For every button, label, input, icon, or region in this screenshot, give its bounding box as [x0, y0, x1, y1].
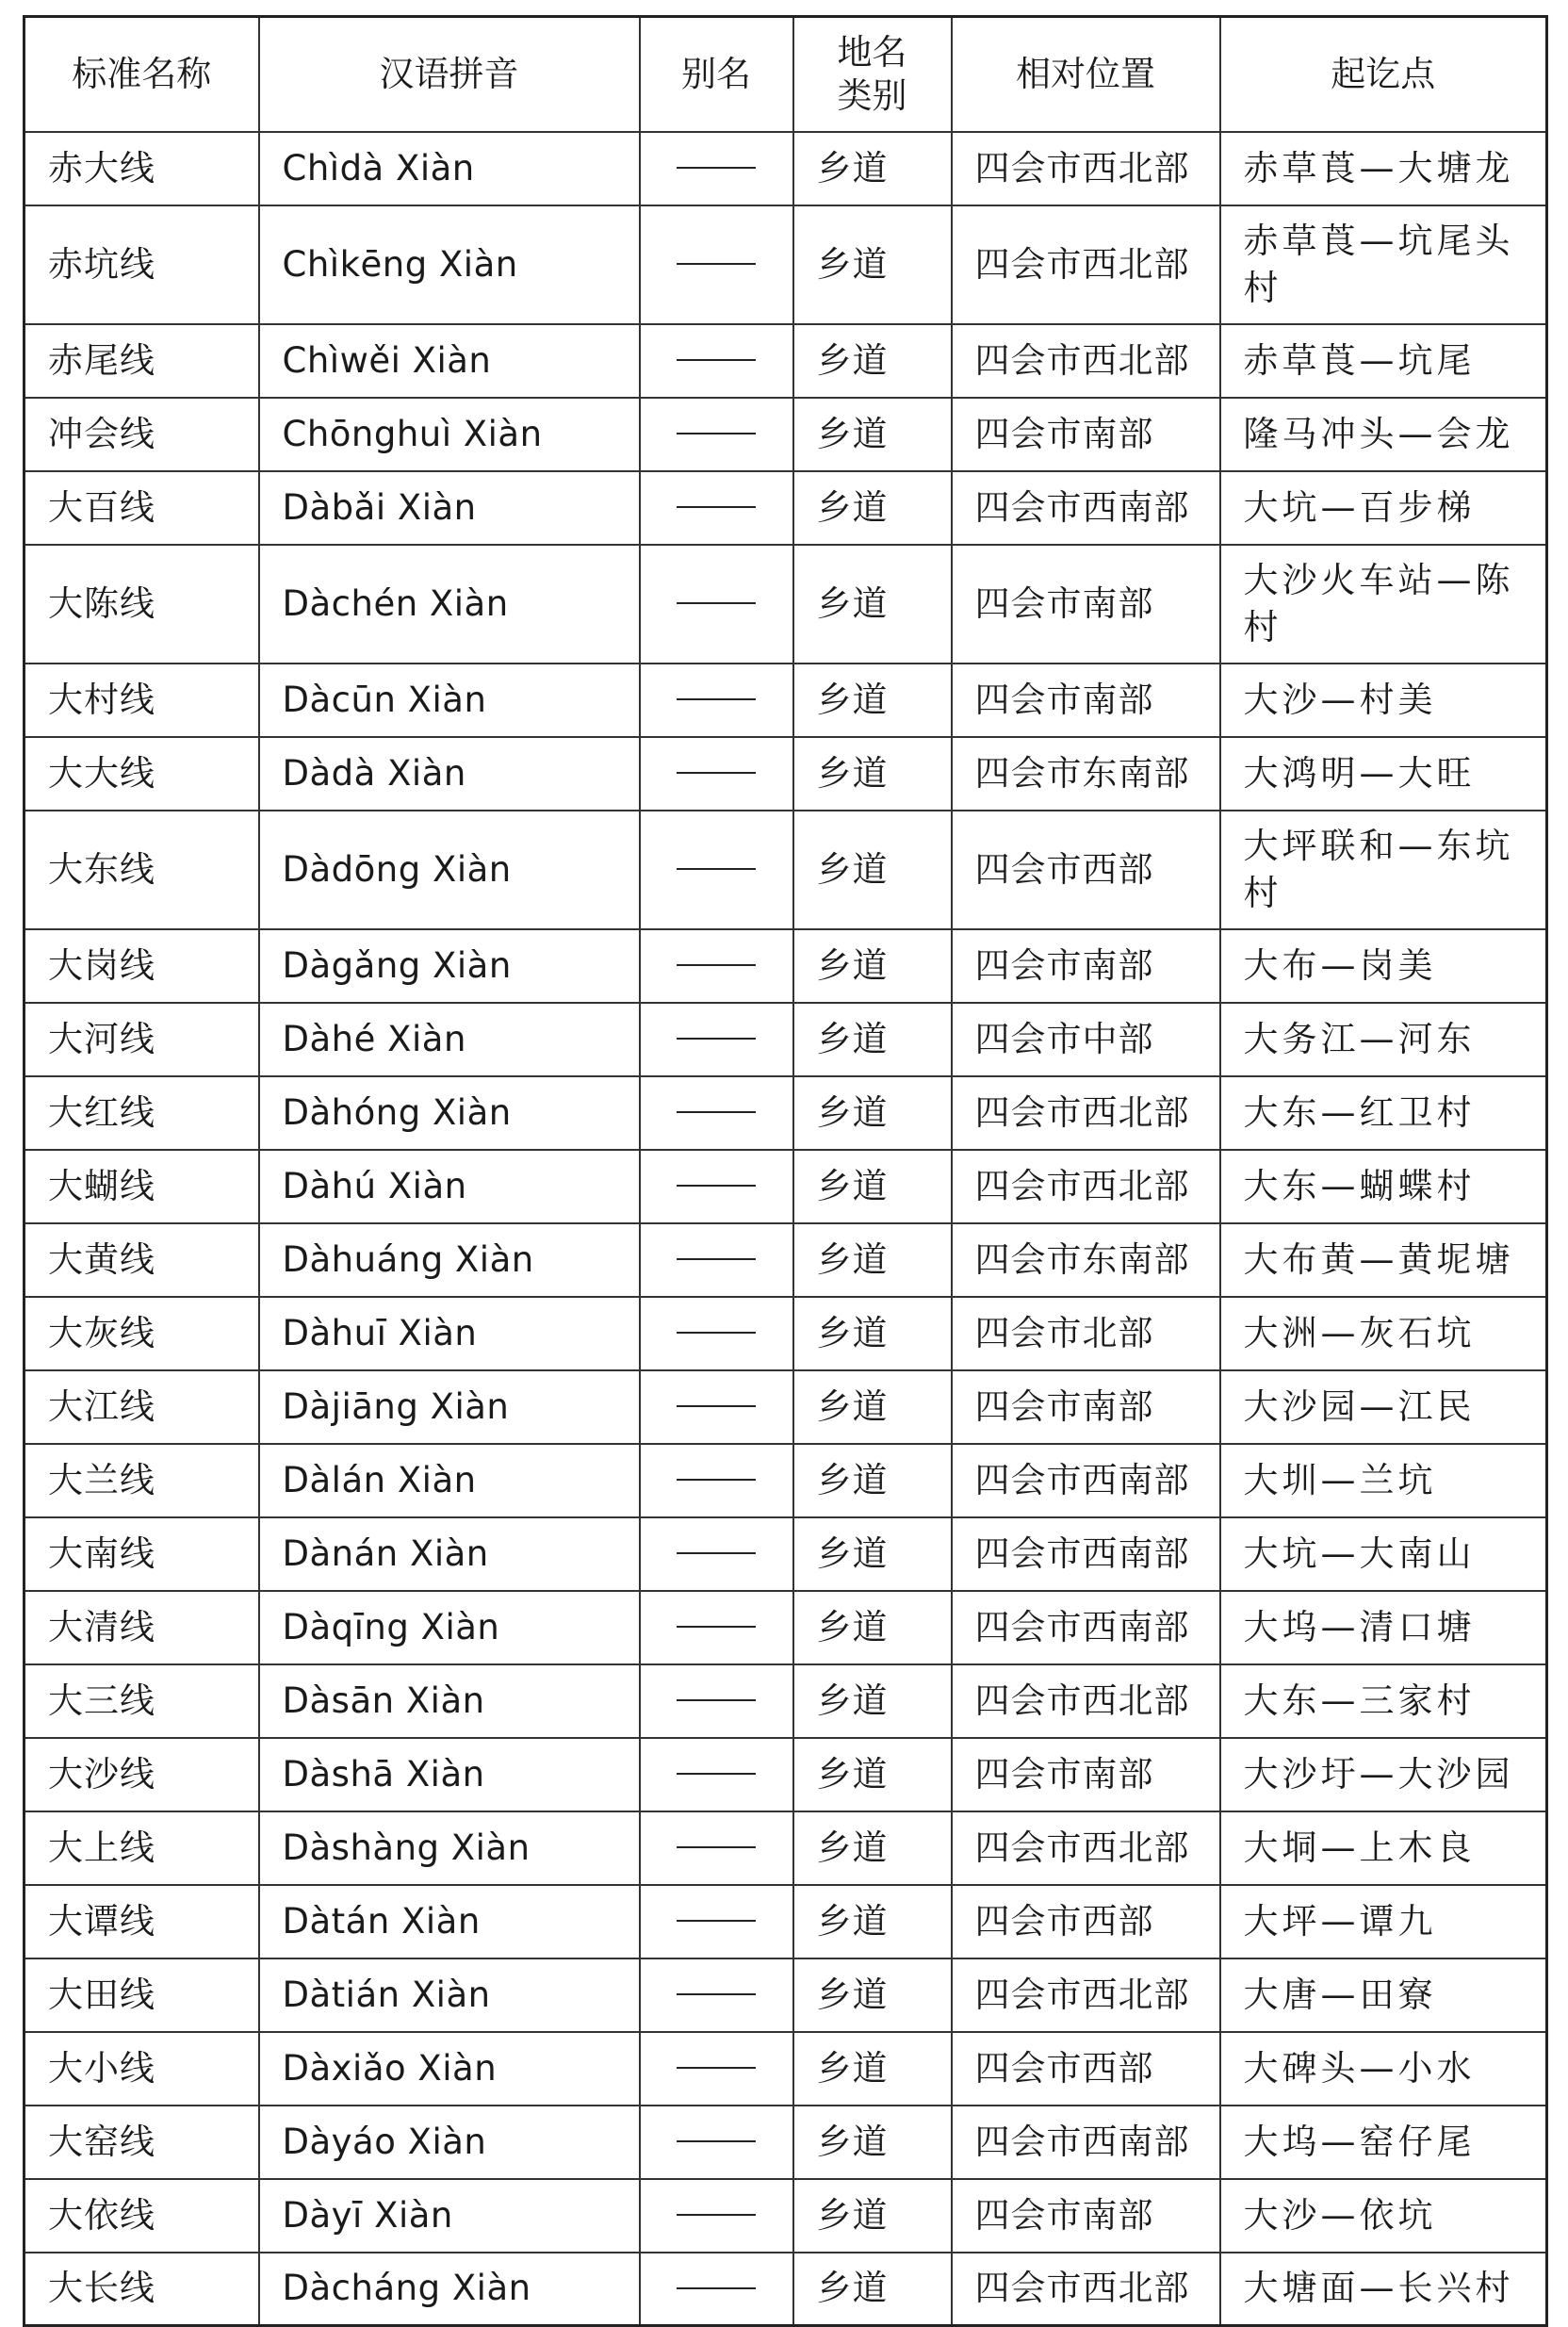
cell-category: 乡道: [793, 664, 952, 737]
cell-relative-position: 四会市西南部: [952, 1444, 1220, 1517]
cell-category: 乡道: [793, 1811, 952, 1885]
cell-pinyin: Dàchén Xiàn: [259, 545, 640, 664]
table-row: [24, 737, 1547, 811]
cell-relative-position: 四会市西南部: [952, 1517, 1220, 1591]
header-start-end: 起讫点: [1220, 17, 1547, 132]
gazetteer-table-page: [23, 15, 1545, 2311]
cell-start-end: 大东—红卫村: [1220, 1076, 1547, 1150]
cell-alias: [640, 1076, 793, 1150]
table-row: [24, 1003, 1547, 1076]
table-row: [24, 471, 1547, 545]
cell-standard-name: 大兰线: [24, 1444, 259, 1517]
cell-pinyin: Dàdà Xiàn: [259, 737, 640, 811]
alias-dash: [677, 964, 756, 966]
cell-pinyin: Dàdōng Xiàn: [259, 811, 640, 929]
cell-category: 乡道: [793, 1958, 952, 2032]
cell-category: 乡道: [793, 1591, 952, 1664]
cell-start-end: 大坞—清口塘: [1220, 1591, 1547, 1664]
table-row: [24, 811, 1547, 929]
alias-dash: [677, 2287, 756, 2289]
cell-alias: [640, 1738, 793, 1811]
cell-start-end: 大塘面—长兴村: [1220, 2253, 1547, 2326]
cell-alias: [640, 1885, 793, 1958]
cell-alias: [640, 1150, 793, 1223]
cell-category: 乡道: [793, 1885, 952, 1958]
cell-standard-name: 大岗线: [24, 929, 259, 1003]
header-category: [793, 17, 952, 132]
cell-alias: [640, 2032, 793, 2106]
cell-relative-position: 四会市西南部: [952, 1591, 1220, 1664]
table-row: [24, 1738, 1547, 1811]
cell-standard-name: 大大线: [24, 737, 259, 811]
table-header: [24, 17, 1547, 132]
table-row: [24, 1444, 1547, 1517]
cell-start-end: 大沙火车站—陈村: [1220, 545, 1547, 664]
table-row: [24, 398, 1547, 471]
cell-pinyin: Dàshā Xiàn: [259, 1738, 640, 1811]
cell-alias: [640, 811, 793, 929]
cell-alias: [640, 2253, 793, 2326]
cell-relative-position: 四会市南部: [952, 398, 1220, 471]
cell-standard-name: 大窑线: [24, 2106, 259, 2179]
alias-dash: [677, 1185, 756, 1187]
cell-category: 乡道: [793, 1664, 952, 1738]
cell-category: 乡道: [793, 2106, 952, 2179]
cell-start-end: 大唐—田寮: [1220, 1958, 1547, 2032]
cell-standard-name: 大百线: [24, 471, 259, 545]
alias-dash: [677, 698, 756, 700]
cell-start-end: 大坪联和—东坑村: [1220, 811, 1547, 929]
table-row: [24, 545, 1547, 664]
header-relative-position: 相对位置: [952, 17, 1220, 132]
cell-start-end: 大坪—谭九: [1220, 1885, 1547, 1958]
cell-standard-name: 赤尾线: [24, 324, 259, 398]
cell-pinyin: Dàyī Xiàn: [259, 2179, 640, 2253]
cell-category: 乡道: [793, 929, 952, 1003]
cell-pinyin: Dàyáo Xiàn: [259, 2106, 640, 2179]
alias-dash: [677, 263, 756, 265]
alias-dash: [677, 2214, 756, 2216]
table-row: [24, 205, 1547, 324]
cell-alias: [640, 1223, 793, 1297]
cell-pinyin: Chōnghuì Xiàn: [259, 398, 640, 471]
cell-alias: [640, 1591, 793, 1664]
cell-alias: [640, 1003, 793, 1076]
alias-dash: [677, 1479, 756, 1481]
cell-category: 乡道: [793, 545, 952, 664]
cell-category: 乡道: [793, 471, 952, 545]
table-row: [24, 1811, 1547, 1885]
cell-pinyin: Dàcūn Xiàn: [259, 664, 640, 737]
cell-category: 乡道: [793, 1076, 952, 1150]
cell-pinyin: Dàcháng Xiàn: [259, 2253, 640, 2326]
cell-relative-position: 四会市西南部: [952, 2106, 1220, 2179]
alias-dash: [677, 1993, 756, 1995]
cell-category: 乡道: [793, 398, 952, 471]
cell-standard-name: 大田线: [24, 1958, 259, 2032]
cell-category: 乡道: [793, 2179, 952, 2253]
table-row: [24, 1223, 1547, 1297]
cell-standard-name: 大东线: [24, 811, 259, 929]
cell-relative-position: 四会市东南部: [952, 737, 1220, 811]
cell-standard-name: 赤大线: [24, 132, 259, 205]
alias-dash: [677, 1773, 756, 1775]
cell-relative-position: 四会市南部: [952, 1738, 1220, 1811]
cell-relative-position: 四会市南部: [952, 664, 1220, 737]
cell-relative-position: 四会市南部: [952, 2179, 1220, 2253]
cell-start-end: 大布—岗美: [1220, 929, 1547, 1003]
cell-start-end: 大沙圩—大沙园: [1220, 1738, 1547, 1811]
table-row: [24, 2179, 1547, 2253]
cell-standard-name: 大陈线: [24, 545, 259, 664]
table-row: [24, 1885, 1547, 1958]
cell-alias: [640, 471, 793, 545]
cell-start-end: 大沙园—江民: [1220, 1370, 1547, 1444]
cell-relative-position: 四会市西北部: [952, 1811, 1220, 1885]
cell-alias: [640, 1958, 793, 2032]
cell-standard-name: 大河线: [24, 1003, 259, 1076]
cell-relative-position: 四会市南部: [952, 1370, 1220, 1444]
cell-category: 乡道: [793, 1738, 952, 1811]
cell-alias: [640, 1664, 793, 1738]
alias-dash: [677, 1111, 756, 1113]
cell-category: 乡道: [793, 811, 952, 929]
alias-dash: [677, 1038, 756, 1040]
cell-alias: [640, 2106, 793, 2179]
cell-relative-position: 四会市中部: [952, 1003, 1220, 1076]
alias-dash: [677, 602, 756, 604]
cell-category: 乡道: [793, 132, 952, 205]
table-row: [24, 1958, 1547, 2032]
cell-relative-position: 四会市西北部: [952, 1150, 1220, 1223]
cell-standard-name: 大沙线: [24, 1738, 259, 1811]
alias-dash: [677, 1846, 756, 1848]
cell-alias: [640, 132, 793, 205]
alias-dash: [677, 359, 756, 361]
cell-pinyin: Chìwěi Xiàn: [259, 324, 640, 398]
cell-standard-name: 冲会线: [24, 398, 259, 471]
cell-relative-position: 四会市西南部: [952, 471, 1220, 545]
header-alias: 别名: [640, 17, 793, 132]
cell-category: 乡道: [793, 1223, 952, 1297]
cell-alias: [640, 324, 793, 398]
cell-alias: [640, 1370, 793, 1444]
cell-relative-position: 四会市南部: [952, 545, 1220, 664]
cell-start-end: 赤草莨—坑尾头村: [1220, 205, 1547, 324]
cell-pinyin: Dàhóng Xiàn: [259, 1076, 640, 1150]
cell-category: 乡道: [793, 2253, 952, 2326]
alias-dash: [677, 772, 756, 774]
cell-category: 乡道: [793, 1297, 952, 1370]
table-row: [24, 2032, 1547, 2106]
cell-alias: [640, 2179, 793, 2253]
cell-pinyin: Dàgǎng Xiàn: [259, 929, 640, 1003]
cell-standard-name: 大三线: [24, 1664, 259, 1738]
cell-alias: [640, 1517, 793, 1591]
cell-category: 乡道: [793, 1444, 952, 1517]
alias-dash: [677, 1626, 756, 1628]
table-row: [24, 1297, 1547, 1370]
table-row: [24, 664, 1547, 737]
cell-start-end: 大坞—窑仔尾: [1220, 2106, 1547, 2179]
alias-dash: [677, 1552, 756, 1554]
cell-start-end: 大沙—村美: [1220, 664, 1547, 737]
table-row: [24, 1591, 1547, 1664]
cell-relative-position: 四会市西北部: [952, 1076, 1220, 1150]
alias-dash: [677, 2067, 756, 2069]
table-row: [24, 1150, 1547, 1223]
cell-start-end: 隆马冲头—会龙: [1220, 398, 1547, 471]
cell-standard-name: 大上线: [24, 1811, 259, 1885]
alias-dash: [677, 1920, 756, 1922]
cell-alias: [640, 1444, 793, 1517]
cell-start-end: 大东—三家村: [1220, 1664, 1547, 1738]
table-row: [24, 2106, 1547, 2179]
cell-alias: [640, 205, 793, 324]
cell-start-end: 大鸿明—大旺: [1220, 737, 1547, 811]
cell-standard-name: 大灰线: [24, 1297, 259, 1370]
cell-standard-name: 大村线: [24, 664, 259, 737]
alias-dash: [677, 1699, 756, 1701]
cell-standard-name: 大黄线: [24, 1223, 259, 1297]
cell-relative-position: 四会市南部: [952, 929, 1220, 1003]
cell-standard-name: 大长线: [24, 2253, 259, 2326]
cell-relative-position: 四会市西北部: [952, 2253, 1220, 2326]
header-standard-name: 标准名称: [24, 17, 259, 132]
cell-pinyin: Chìdà Xiàn: [259, 132, 640, 205]
cell-pinyin: Dàlán Xiàn: [259, 1444, 640, 1517]
table-row: [24, 2253, 1547, 2326]
alias-dash: [677, 1405, 756, 1407]
cell-pinyin: Dàbǎi Xiàn: [259, 471, 640, 545]
table-row: [24, 132, 1547, 205]
alias-dash: [677, 868, 756, 870]
cell-relative-position: 四会市西北部: [952, 132, 1220, 205]
cell-standard-name: 大蝴线: [24, 1150, 259, 1223]
table-row: [24, 929, 1547, 1003]
cell-relative-position: 四会市西北部: [952, 205, 1220, 324]
table-row: [24, 1076, 1547, 1150]
cell-pinyin: Dàhuī Xiàn: [259, 1297, 640, 1370]
cell-start-end: 大坑—百步梯: [1220, 471, 1547, 545]
cell-pinyin: Dàhuáng Xiàn: [259, 1223, 640, 1297]
table-row: [24, 1370, 1547, 1444]
cell-alias: [640, 1297, 793, 1370]
cell-pinyin: Dàxiǎo Xiàn: [259, 2032, 640, 2106]
cell-pinyin: Dàshàng Xiàn: [259, 1811, 640, 1885]
cell-alias: [640, 1811, 793, 1885]
cell-relative-position: 四会市西北部: [952, 1664, 1220, 1738]
header-category-text: 地名类别: [837, 31, 907, 116]
cell-start-end: 大沙—依坑: [1220, 2179, 1547, 2253]
cell-start-end: 大务江—河东: [1220, 1003, 1547, 1076]
cell-start-end: 大洲—灰石坑: [1220, 1297, 1547, 1370]
cell-category: 乡道: [793, 1370, 952, 1444]
cell-start-end: 大坑—大南山: [1220, 1517, 1547, 1591]
alias-dash: [677, 167, 756, 169]
alias-dash: [677, 506, 756, 508]
cell-category: 乡道: [793, 1150, 952, 1223]
cell-pinyin: Dànán Xiàn: [259, 1517, 640, 1591]
cell-pinyin: Dàtián Xiàn: [259, 1958, 640, 2032]
alias-dash: [677, 2140, 756, 2142]
cell-standard-name: 大南线: [24, 1517, 259, 1591]
cell-pinyin: Dàqīng Xiàn: [259, 1591, 640, 1664]
cell-pinyin: Dàtán Xiàn: [259, 1885, 640, 1958]
header-row: [24, 17, 1547, 132]
cell-standard-name: 大江线: [24, 1370, 259, 1444]
cell-alias: [640, 929, 793, 1003]
table-row: [24, 324, 1547, 398]
cell-relative-position: 四会市西部: [952, 811, 1220, 929]
cell-category: 乡道: [793, 2032, 952, 2106]
alias-dash: [677, 1258, 756, 1260]
cell-start-end: 大布黄—黄坭塘: [1220, 1223, 1547, 1297]
cell-alias: [640, 737, 793, 811]
alias-dash: [677, 1332, 756, 1334]
table-row: [24, 1517, 1547, 1591]
table-row: [24, 1664, 1547, 1738]
cell-relative-position: 四会市西部: [952, 1885, 1220, 1958]
alias-dash: [677, 433, 756, 434]
cell-category: 乡道: [793, 205, 952, 324]
table-body: [24, 132, 1547, 2326]
cell-start-end: 大碑头—小水: [1220, 2032, 1547, 2106]
cell-category: 乡道: [793, 1003, 952, 1076]
cell-standard-name: 大清线: [24, 1591, 259, 1664]
cell-alias: [640, 545, 793, 664]
cell-alias: [640, 398, 793, 471]
cell-standard-name: 大谭线: [24, 1885, 259, 1958]
cell-start-end: 大东—蝴蝶村: [1220, 1150, 1547, 1223]
cell-pinyin: Chìkēng Xiàn: [259, 205, 640, 324]
cell-pinyin: Dàhú Xiàn: [259, 1150, 640, 1223]
cell-start-end: 大垌—上木良: [1220, 1811, 1547, 1885]
cell-relative-position: 四会市西北部: [952, 324, 1220, 398]
cell-category: 乡道: [793, 324, 952, 398]
cell-standard-name: 大依线: [24, 2179, 259, 2253]
cell-start-end: 赤草莨—大塘龙: [1220, 132, 1547, 205]
header-pinyin: 汉语拼音: [259, 17, 640, 132]
cell-standard-name: 大小线: [24, 2032, 259, 2106]
cell-pinyin: Dàhé Xiàn: [259, 1003, 640, 1076]
cell-pinyin: Dàsān Xiàn: [259, 1664, 640, 1738]
cell-start-end: 大圳—兰坑: [1220, 1444, 1547, 1517]
cell-alias: [640, 664, 793, 737]
cell-standard-name: 赤坑线: [24, 205, 259, 324]
cell-category: 乡道: [793, 1517, 952, 1591]
cell-relative-position: 四会市西北部: [952, 1958, 1220, 2032]
cell-standard-name: 大红线: [24, 1076, 259, 1150]
cell-relative-position: 四会市东南部: [952, 1223, 1220, 1297]
cell-relative-position: 四会市西部: [952, 2032, 1220, 2106]
cell-relative-position: 四会市北部: [952, 1297, 1220, 1370]
cell-start-end: 赤草莨—坑尾: [1220, 324, 1547, 398]
road-names-table: [23, 15, 1548, 2327]
cell-category: 乡道: [793, 737, 952, 811]
cell-pinyin: Dàjiāng Xiàn: [259, 1370, 640, 1444]
